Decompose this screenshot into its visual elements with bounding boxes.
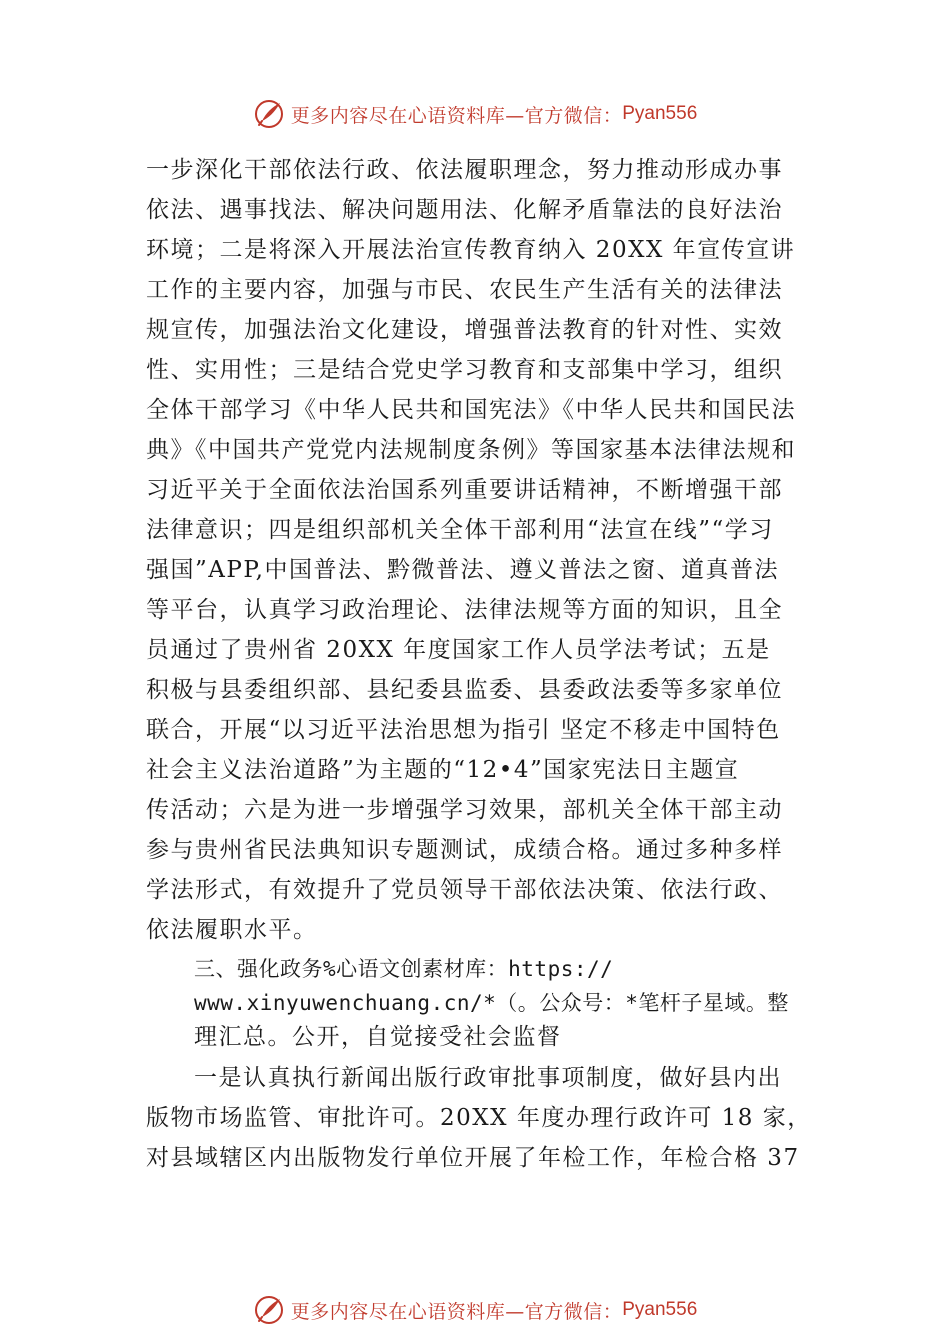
heading-line: 三、强化政务%心语文创素材库：https://: [194, 957, 614, 981]
text-line: 法律意识；四是组织部机关全体干部利用“法宣在线”“学习: [146, 517, 774, 543]
text-line: 学法形式，有效提升了党员领导干部依法决策、依法行政、: [146, 877, 783, 903]
paragraph-2: [146, 1058, 814, 1178]
watermark-header: [0, 94, 950, 134]
text-line: 积极与县委组织部、县纪委县监委、县委政法委等多家单位: [146, 677, 783, 703]
watermark-handle: Pyan556: [622, 1299, 698, 1320]
text-line: 员通过了贵州省 20XX 年度国家工作人员学法考试；五是: [146, 637, 771, 663]
document-body: [146, 150, 814, 1178]
text-line: 强国”APP,中国普法、黔微普法、遵义普法之窗、道真普法: [146, 557, 779, 583]
watermark-text: 更多内容尽在心语资料库—官方微信：: [290, 1300, 623, 1323]
watermark-text: 更多内容尽在心语资料库—官方微信：: [290, 104, 623, 127]
text-line: 等平台，认真学习政治理论、法律法规等方面的知识，且全: [146, 597, 783, 623]
text-line: 依法、遇事找法、解决问题用法、化解矛盾靠法的良好法治: [146, 197, 783, 223]
text-line: 环境；二是将深入开展法治宣传教育纳入 20XX 年宣传宣讲: [146, 237, 796, 263]
text-line: 依法履职水平。: [146, 917, 318, 943]
quill-logo-icon: [253, 1294, 285, 1326]
text-line: 习近平关于全面依法治国系列重要讲话精神，不断增强干部: [146, 477, 783, 503]
text-line: 全体干部学习《中华人民共和国宪法》《中华人民共和国民法: [146, 397, 796, 423]
paragraph-1: [146, 150, 814, 950]
heading-line: www.xinyuwenchuang.cn/*（。公众号：*笔杆子星域。整: [194, 991, 789, 1015]
text-line: 一是认真执行新闻出版行政审批事项制度，做好县内出: [194, 1065, 782, 1091]
text-line: 一步深化干部依法行政、依法履职理念，努力推动形成办事: [146, 157, 783, 183]
text-line: 规宣传，加强法治文化建设，增强普法教育的针对性、实效: [146, 317, 783, 343]
text-line: 性、实用性；三是结合党史学习教育和支部集中学习，组织: [146, 357, 783, 383]
text-line: 版物市场监管、审批许可。20XX 年度办理行政许可 18 家，: [146, 1105, 812, 1131]
section-heading: [146, 952, 814, 1054]
watermark-handle: Pyan556: [622, 103, 698, 124]
text-line: 参与贵州省民法典知识专题测试，成绩合格。通过多种多样: [146, 837, 783, 863]
text-line: 工作的主要内容，加强与市民、农民生产生活有关的法律法: [146, 277, 783, 303]
text-line: 联合，开展“以习近平法治思想为指引 坚定不移走中国特色: [146, 717, 781, 743]
watermark-footer: [0, 1290, 950, 1330]
quill-logo-icon: [253, 98, 285, 130]
text-line: 对县域辖区内出版物发行单位开展了年检工作，年检合格 37: [146, 1145, 800, 1171]
text-line: 社会主义法治道路”为主题的“12•4”国家宪法日主题宣: [146, 757, 740, 783]
text-line: 传活动；六是为进一步增强学习效果，部机关全体干部主动: [146, 797, 783, 823]
heading-line: 理汇总。公开，自觉接受社会监督: [194, 1024, 562, 1050]
text-line: 典》《中国共产党党内法规制度条例》等国家基本法律法规和: [146, 437, 796, 463]
